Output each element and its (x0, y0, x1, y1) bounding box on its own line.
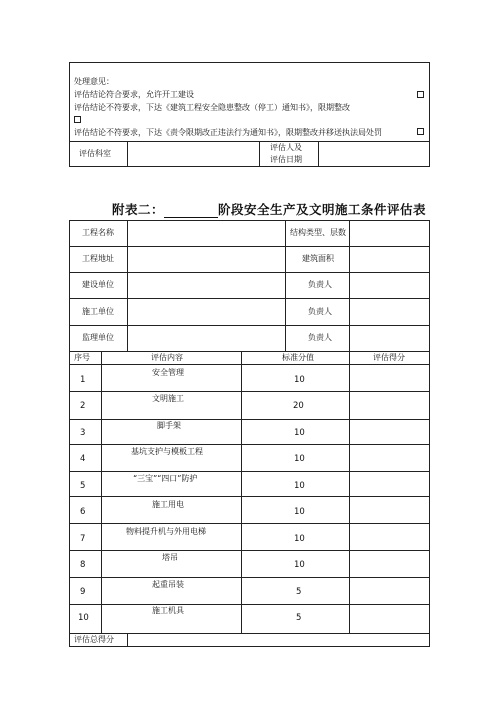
score-col-divider-1 (101, 351, 102, 633)
opinion-checkbox-2[interactable] (74, 116, 81, 123)
info-row-divider-1 (69, 246, 430, 247)
building-area-label: 建筑面积 (302, 254, 334, 263)
row-divider-9 (69, 604, 430, 605)
row-2-score: 20 (293, 401, 304, 411)
opinion-line-1: 评估结论符合要求，允许开工建设 (74, 90, 194, 99)
supervisor-label: 监理单位 (82, 333, 114, 342)
row-2-no: 2 (80, 401, 86, 411)
row-divider-4 (69, 471, 430, 472)
row-5-content: “三宝”“四口”防护 (133, 474, 198, 483)
info-row-divider-2 (69, 272, 430, 273)
info-col-divider-1 (127, 220, 128, 352)
header-no: 序号 (74, 353, 90, 362)
row-6-no: 6 (80, 507, 86, 517)
header-content: 评估内容 (151, 353, 183, 362)
opinion-line-2: 评估结论不符要求，下达《建筑工程安全隐患整改（停工）通知书》，限期整改 (74, 103, 350, 112)
row-1-score: 10 (294, 375, 305, 385)
row-4-score: 10 (294, 454, 305, 464)
row-4-no: 4 (80, 454, 86, 464)
row-9-no: 9 (80, 587, 86, 597)
row-9-content: 起重吊装 (152, 580, 184, 589)
form-title-suffix: 阶段安全生产及文明施工条件评估表 (218, 202, 427, 217)
row-8-no: 8 (80, 560, 86, 570)
total-col-divider (127, 633, 128, 647)
row-7-no: 7 (80, 534, 86, 544)
project-name-label: 工程名称 (82, 228, 114, 237)
row-divider-8 (69, 577, 430, 578)
supervisor-contact-label: 负责人 (308, 333, 332, 342)
row-1-no: 1 (80, 375, 86, 385)
row-7-content: 物料提升机与外用电梯 (126, 527, 206, 536)
opinion-divider (69, 141, 430, 142)
row-8-content: 塔吊 (162, 553, 178, 562)
row-divider-3 (69, 444, 430, 445)
opinion-col-divider-3 (318, 141, 319, 167)
evaluation-dept-label: 评估科室 (79, 149, 111, 158)
opinion-checkbox-1[interactable] (417, 91, 424, 98)
row-10-no: 10 (78, 613, 89, 623)
total-score-label: 评估总得分 (74, 635, 114, 644)
stage-blank-field[interactable] (164, 206, 218, 218)
info-row-divider-4 (69, 325, 430, 326)
row-9-score: 5 (296, 587, 302, 597)
row-divider-2 (69, 419, 430, 420)
project-info-table (69, 220, 430, 352)
row-2-content: 文明施工 (152, 394, 184, 403)
row-divider-1 (69, 391, 430, 392)
project-address-label: 工程地址 (82, 254, 114, 263)
row-divider-5 (69, 496, 430, 497)
score-col-divider-3 (349, 351, 350, 633)
score-col-divider-2 (241, 351, 242, 633)
info-row-divider-3 (69, 298, 430, 299)
row-1-content: 安全管理 (152, 368, 184, 377)
opinion-section (69, 62, 430, 167)
form-title-prefix: 附表二： (112, 202, 165, 217)
row-divider-10 (69, 633, 430, 634)
row-10-score: 5 (296, 613, 302, 623)
developer-label: 建设单位 (82, 280, 114, 289)
header-evaluated-score: 评估得分 (373, 353, 405, 362)
row-4-content: 基坑支护与模板工程 (131, 447, 203, 456)
opinion-col-divider-1 (127, 141, 128, 167)
row-8-score: 10 (294, 560, 305, 570)
header-divider (69, 364, 430, 365)
contractor-contact-label: 负责人 (308, 307, 332, 316)
developer-contact-label: 负责人 (308, 280, 332, 289)
row-3-no: 3 (80, 428, 86, 438)
info-col-divider-2 (285, 220, 286, 352)
opinion-col-divider-2 (259, 141, 260, 167)
row-3-score: 10 (294, 428, 305, 438)
row-7-score: 10 (294, 534, 305, 544)
evaluator-label-line-1: 评估人及 (270, 143, 302, 152)
structure-type-label: 结构类型、层数 (290, 228, 346, 237)
opinion-heading: 处理意见： (74, 77, 114, 86)
info-col-divider-3 (349, 220, 350, 352)
form-title (112, 200, 426, 218)
row-5-no: 5 (80, 481, 86, 491)
row-10-content: 施工机具 (152, 606, 184, 615)
row-6-score: 10 (294, 507, 305, 517)
row-6-content: 施工用电 (152, 500, 184, 509)
scoring-table (69, 351, 430, 647)
opinion-line-3: 评估结论不符要求，下达《责令限期改正违法行为通知书》，限期整改并移送执法局处罚 (74, 128, 382, 137)
header-standard-score: 标准分值 (282, 353, 314, 362)
contractor-label: 施工单位 (82, 307, 114, 316)
opinion-checkbox-3[interactable] (417, 128, 424, 135)
row-divider-7 (69, 550, 430, 551)
row-5-score: 10 (294, 481, 305, 491)
evaluator-label-line-2: 评估日期 (270, 155, 302, 164)
row-3-content: 脚手架 (157, 421, 181, 430)
row-divider-6 (69, 523, 430, 524)
